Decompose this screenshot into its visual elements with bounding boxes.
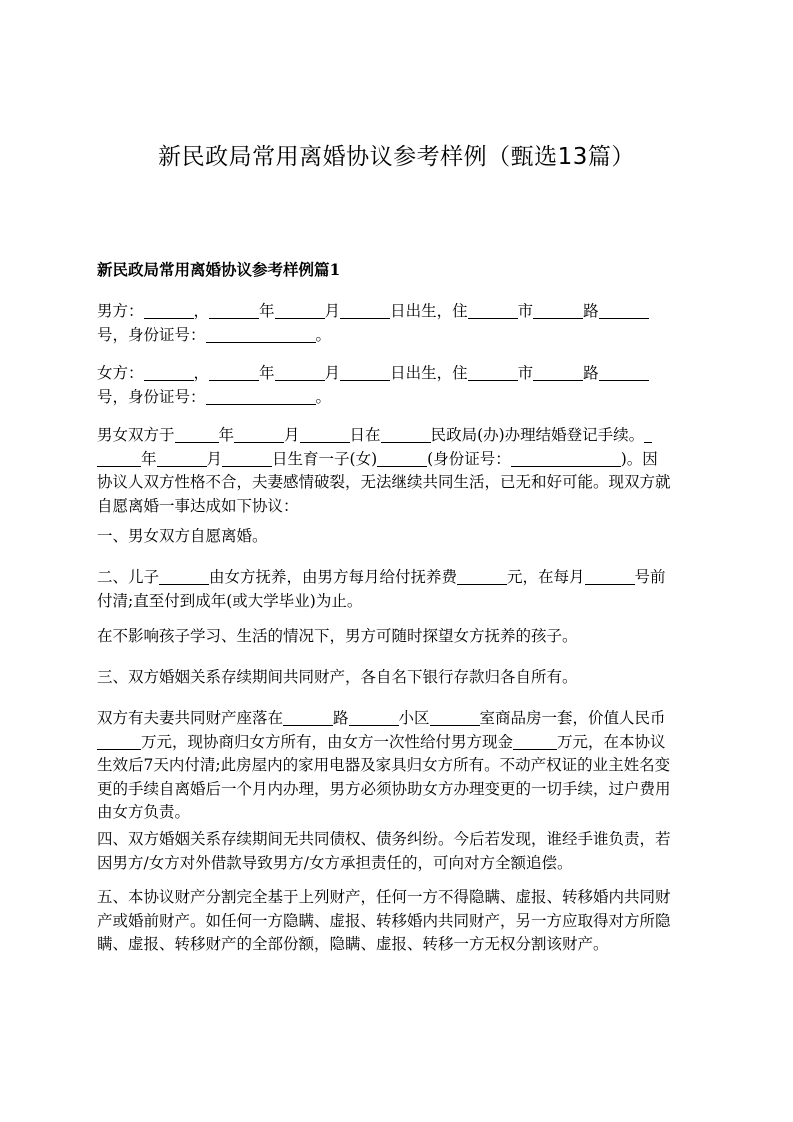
text: 民政局(办)办理结婚登记手续。 xyxy=(430,426,645,444)
blank-field xyxy=(206,326,316,343)
text: 路 xyxy=(583,302,599,320)
text: 男女双方于 xyxy=(97,426,175,444)
text: 小区 xyxy=(398,709,430,727)
blank-field xyxy=(209,364,259,381)
blank-field xyxy=(511,450,621,467)
text: 男方： xyxy=(97,302,144,320)
blank-field xyxy=(206,388,316,405)
text: 号前 xyxy=(634,568,666,586)
text: (身份证号： xyxy=(427,449,511,468)
text: 年 xyxy=(259,302,275,320)
blank-field xyxy=(430,709,480,726)
blank-field xyxy=(377,450,427,467)
text: 月 xyxy=(324,302,341,320)
text: 号，身份证号： xyxy=(97,387,206,406)
text: 年 xyxy=(218,426,235,444)
text: 日出生，住 xyxy=(390,302,468,320)
blank-field xyxy=(144,364,194,381)
blank-field xyxy=(97,450,141,467)
paragraph-clause-2 xyxy=(97,566,697,613)
blank-field xyxy=(599,302,649,319)
text: 日在 xyxy=(349,426,381,444)
paragraph-marriage-info xyxy=(97,424,697,518)
text: 产或婚前财产。如任何一方隐瞒、虚报、转移婚内共同财产，另一方应取得对方所隐 xyxy=(97,911,671,930)
text: 女方： xyxy=(97,364,144,382)
blank-field xyxy=(513,733,557,750)
blank-field xyxy=(157,450,207,467)
blank-field xyxy=(234,426,284,443)
blank-field xyxy=(300,426,350,443)
paragraph-clause-4 xyxy=(97,828,697,875)
text: 市 xyxy=(517,364,534,382)
paragraph-husband-info xyxy=(97,300,697,347)
blank-field xyxy=(275,302,325,319)
text: 。 xyxy=(315,325,332,344)
text: 日出生，住 xyxy=(390,364,468,382)
text: 由女方抚养，由男方每月给付抚养费 xyxy=(209,568,458,586)
text: )。因 xyxy=(620,449,658,468)
text: ， xyxy=(193,364,210,382)
text: 市 xyxy=(517,302,534,320)
text: 二、儿子 xyxy=(97,568,160,586)
blank-field xyxy=(457,568,507,585)
text: 更的手续自离婚后一个月内办理，男方必须协助女方办理变更的一切手续，过户费用 xyxy=(97,779,671,798)
text: 万元，在本协议 xyxy=(557,732,666,751)
blank-field xyxy=(97,733,141,750)
paragraph-clause-1: 一、男女双方自愿离婚。 xyxy=(97,527,268,545)
blank-field xyxy=(468,364,518,381)
text: 由女方负责。 xyxy=(97,803,191,821)
paragraph-wife-info xyxy=(97,362,697,409)
text: 号，身份证号： xyxy=(97,325,206,344)
blank-field xyxy=(599,364,649,381)
blank-field xyxy=(381,426,431,443)
blank-field xyxy=(340,364,390,381)
blank-field xyxy=(209,302,259,319)
text: 年 xyxy=(259,364,275,382)
text: 月 xyxy=(284,426,300,444)
blank-field xyxy=(340,302,390,319)
blank-field xyxy=(533,302,583,319)
document-title: 新民政局常用离婚协议参考样例（甄选13篇） xyxy=(158,144,635,170)
text: 元，在每月 xyxy=(507,568,585,586)
text: 日生育一子(女) xyxy=(272,449,378,468)
text: 年 xyxy=(141,449,157,468)
blank-field xyxy=(144,302,194,319)
blank-field xyxy=(283,709,333,726)
blank-field xyxy=(222,450,272,467)
blank-field xyxy=(175,426,219,443)
text: 路 xyxy=(583,364,599,382)
blank-field xyxy=(468,302,518,319)
text: 生效后7天内付清;此房屋内的家用电器及家具归女方所有。不动产权证的业主姓名变 xyxy=(97,756,671,774)
text: 因男方/女方对外借款导致男方/女方承担责任的，可向对方全额追偿。 xyxy=(97,853,573,872)
text: 四、双方婚姻关系存续期间无共同债权、债务纠纷。今后若发现，谁经手谁负责，若 xyxy=(97,830,671,848)
text: 。 xyxy=(315,387,332,406)
text: 月 xyxy=(324,364,341,382)
paragraph-property xyxy=(97,707,697,825)
text: 双方有夫妻共同财产座落在 xyxy=(97,709,284,727)
paragraph-clause-3: 三、双方婚姻关系存续期间共同财产，各自名下银行存款归各自所有。 xyxy=(97,668,578,686)
blank-field xyxy=(275,364,325,381)
text: 瞒、虚报、转移财产的全部份额，隐瞒、虚报、转移一方无权分割该财产。 xyxy=(97,935,609,953)
text: 协议人双方性格不合，夫妻感情破裂，无法继续共同生活，已无和好可能。现双方就 xyxy=(97,473,671,491)
text: 自愿离婚一事达成如下协议： xyxy=(97,496,299,515)
paragraph-visitation: 在不影响孩子学习、生活的情况下，男方可随时探望女方抚养的孩子。 xyxy=(97,627,578,645)
blank-field xyxy=(159,568,209,585)
section-heading: 新民政局常用离婚协议参考样例篇1 xyxy=(97,260,341,279)
text: 月 xyxy=(206,449,223,468)
paragraph-clause-5 xyxy=(97,886,697,957)
text: 五、本协议财产分割完全基于上列财产，任何一方不得隐瞒、虚报、转移婚内共同财 xyxy=(97,888,671,906)
blank-field xyxy=(644,426,652,443)
text: 室商品房一套，价值人民币 xyxy=(479,709,666,727)
text: 付清;直至付到成年(或大学毕业)为止。 xyxy=(97,591,363,610)
blank-field xyxy=(349,709,399,726)
blank-field xyxy=(533,364,583,381)
text: ， xyxy=(193,302,210,320)
text: 路 xyxy=(333,709,349,727)
text: 万元，现协商归女方所有，由女方一次性给付男方现金 xyxy=(141,732,514,751)
blank-field xyxy=(585,568,635,585)
